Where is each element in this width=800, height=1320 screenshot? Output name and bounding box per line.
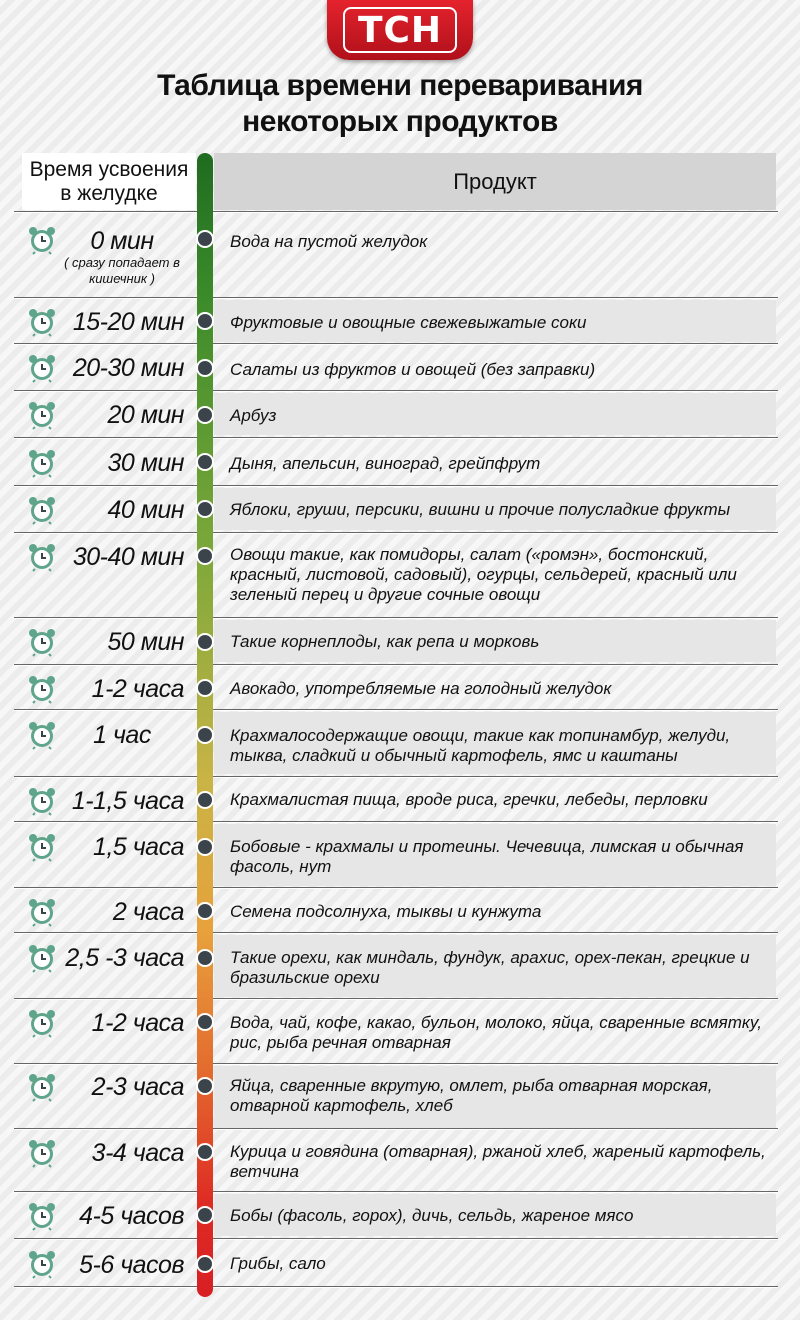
page-title-line-2: некоторых продуктов <box>242 105 558 138</box>
alarm-clock-icon <box>26 897 58 927</box>
product-text: Фруктовые и овощные свежевыжатые соки <box>230 313 587 332</box>
alarm-clock-icon <box>26 542 58 572</box>
time-value: 20-30 мин <box>72 354 184 382</box>
row-divider <box>14 887 778 889</box>
product-text: Семена подсолнуха, тыквы и кунжута <box>230 902 542 921</box>
row-divider <box>14 1063 778 1065</box>
product-text: Такие корнеплоды, как репа и морковь <box>230 632 540 651</box>
time-value: 1-2 часа <box>91 675 184 703</box>
time-value: 0 мин <box>90 227 154 255</box>
column-header-time: Время усвоения в желудке <box>22 153 196 210</box>
alarm-clock-icon <box>26 1008 58 1038</box>
product-text: Крахмалосодержащие овощи, такие как топинамбур, желуди, тыква, сладкий и обычный картофель, ямс и каштаны <box>230 726 731 765</box>
row-divider <box>14 1191 778 1193</box>
row-divider <box>14 485 778 487</box>
product-text: Салаты из фруктов и овощей (без заправки) <box>230 360 596 379</box>
row-divider <box>14 998 778 1000</box>
time-value: 20 мин <box>107 401 184 429</box>
timeline-dot <box>196 500 214 518</box>
timeline-dot <box>196 406 214 424</box>
alarm-clock-icon <box>26 307 58 337</box>
product-text: Дыня, апельсин, виноград, грейпфрут <box>230 454 541 473</box>
timeline-dot <box>196 1206 214 1224</box>
product-text: Бобы (фасоль, горох), дичь, сельдь, жареное мясо <box>230 1206 634 1225</box>
page-title <box>0 68 800 140</box>
row-divider <box>14 390 778 392</box>
row-divider <box>14 532 778 534</box>
alarm-clock-icon <box>26 400 58 430</box>
timeline-dot <box>196 359 214 377</box>
time-value: 15-20 мин <box>72 308 184 336</box>
page-title-line-1: Таблица времени переваривания <box>157 69 643 102</box>
timeline-dot <box>196 1013 214 1031</box>
product-text: Яблоки, груши, персики, вишни и прочие полусладкие фрукты <box>230 500 731 519</box>
row-divider <box>14 821 778 823</box>
product-text: Вода, чай, кофе, какао, бульон, молоко, яйца, сваренные всмятку, рис, рыба речная отварная <box>230 1013 762 1052</box>
tsn-logo <box>327 0 473 60</box>
row-divider <box>14 1286 778 1288</box>
alarm-clock-icon <box>26 495 58 525</box>
alarm-clock-icon <box>26 1072 58 1102</box>
row-divider <box>14 1238 778 1240</box>
time-value: 5-6 часов <box>79 1251 184 1279</box>
alarm-clock-icon <box>26 1138 58 1168</box>
product-text: Овощи такие, как помидоры, салат («ромэн», бостонский, красный, листовой, садовый), огурцы, сельдерей, красный или зеленый перец и другие сочные овощи <box>230 545 737 604</box>
row-divider <box>14 211 778 213</box>
alarm-clock-icon <box>26 674 58 704</box>
alarm-clock-icon <box>26 225 58 255</box>
time-value: 1-2 часа <box>91 1009 184 1037</box>
time-value: 30-40 мин <box>72 543 184 571</box>
timeline-dot <box>196 1077 214 1095</box>
timeline-dot <box>196 838 214 856</box>
timeline-dot <box>196 1143 214 1161</box>
product-text: Крахмалистая пища, вроде риса, гречки, лебеды, перловки <box>230 790 708 809</box>
product-text: Яйца, сваренные вкрутую, омлет, рыба отварная морская, отварной картофель, хлеб <box>230 1076 713 1115</box>
timeline-dot <box>196 726 214 744</box>
time-value: 1,5 часа <box>93 833 184 861</box>
time-value: 40 мин <box>107 496 184 524</box>
row-divider <box>14 709 778 711</box>
timeline-dot <box>196 230 214 248</box>
alarm-clock-icon <box>26 1201 58 1231</box>
row-divider <box>14 932 778 934</box>
product-text: Бобовые - крахмалы и протеины. Чечевица, лимская и обычная фасоль, нут <box>230 837 744 876</box>
timeline-dot <box>196 679 214 697</box>
timeline-dot <box>196 547 214 565</box>
timeline-dot <box>196 453 214 471</box>
alarm-clock-icon <box>26 943 58 973</box>
row-divider <box>14 776 778 778</box>
alarm-clock-icon <box>26 832 58 862</box>
alarm-clock-icon <box>26 786 58 816</box>
time-value: 1-1,5 часа <box>71 787 184 815</box>
timeline-dot <box>196 1255 214 1273</box>
product-text: Грибы, сало <box>230 1254 326 1273</box>
timeline-dot <box>196 902 214 920</box>
time-value: 50 мин <box>107 628 184 656</box>
timeline-dot <box>196 633 214 651</box>
row-divider <box>14 617 778 619</box>
alarm-clock-icon <box>26 353 58 383</box>
product-text: Вода на пустой желудок <box>230 232 428 251</box>
row-divider <box>14 437 778 439</box>
time-value: 2-3 часа <box>91 1073 184 1101</box>
row-divider <box>14 1128 778 1130</box>
timeline-dot <box>196 949 214 967</box>
timeline-dot <box>196 791 214 809</box>
alarm-clock-icon <box>26 1249 58 1279</box>
timeline-dot <box>196 312 214 330</box>
tsn-logo-text: ТСН <box>343 7 457 53</box>
alarm-clock-icon <box>26 627 58 657</box>
row-divider <box>14 297 778 299</box>
time-value: 2,5 -3 часа <box>65 944 184 972</box>
product-text: Курица и говядина (отварная), ржаной хлеб, жареный картофель, ветчина <box>230 1142 766 1181</box>
row-divider <box>14 343 778 345</box>
alarm-clock-icon <box>26 720 58 750</box>
time-value: 3-4 часа <box>91 1139 184 1167</box>
time-note: ( сразу попадает в кишечник ) <box>64 255 180 286</box>
product-text: Арбуз <box>230 406 277 425</box>
product-text: Такие орехи, как миндаль, фундук, арахис, орех-пекан, грецкие и бразильские орехи <box>230 948 750 987</box>
row-divider <box>14 664 778 666</box>
column-header-product: Продукт <box>214 153 776 210</box>
time-value: 2 часа <box>112 898 184 926</box>
time-value: 1 час <box>93 721 151 749</box>
alarm-clock-icon <box>26 448 58 478</box>
time-value: 4-5 часов <box>79 1202 184 1230</box>
time-value: 30 мин <box>107 449 184 477</box>
product-text: Авокадо, употребляемые на голодный желудок <box>230 679 612 698</box>
